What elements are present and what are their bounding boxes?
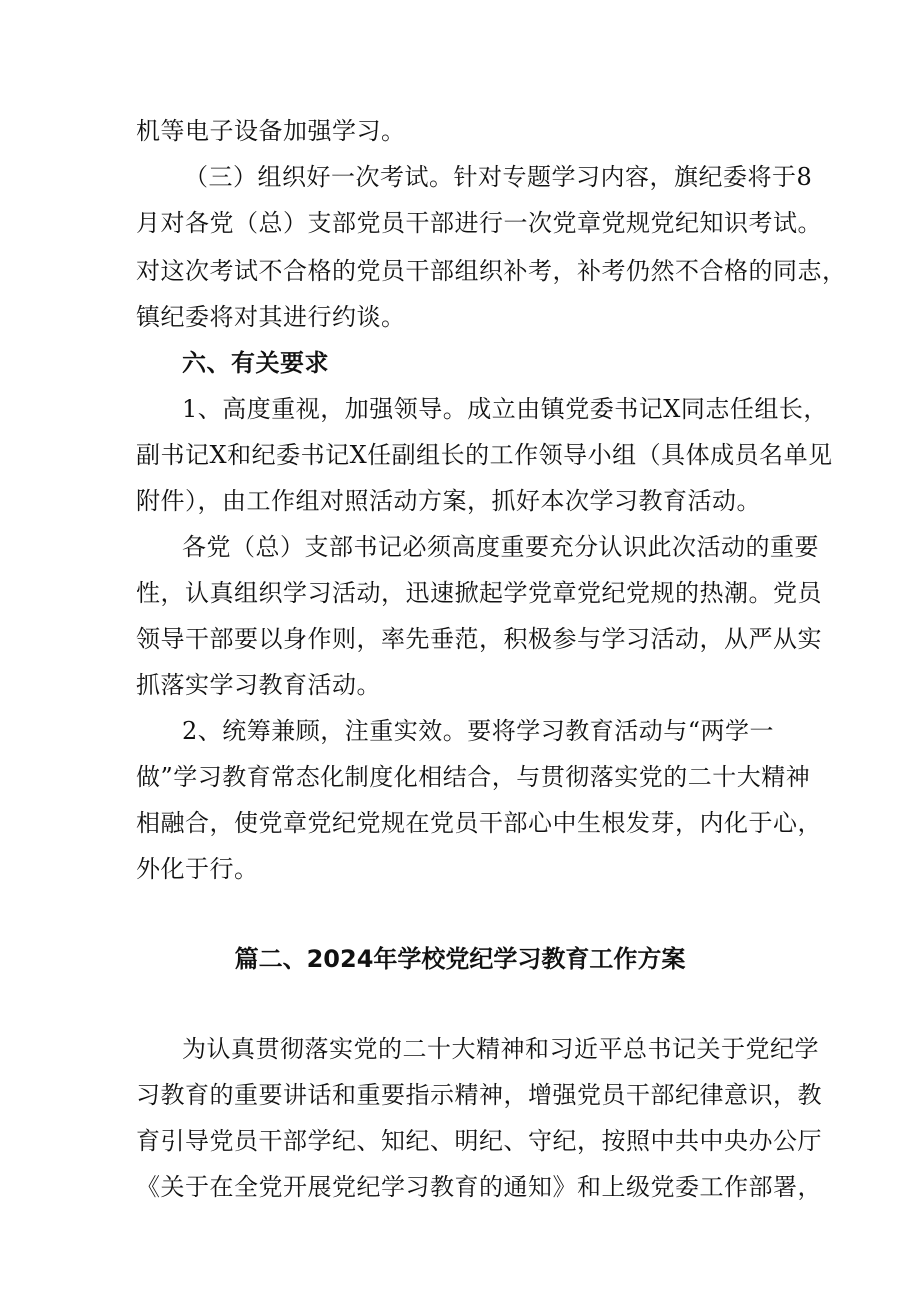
text-line: 习教育的重要讲话和重要指示精神，增强党员干部纪律意识，教 <box>136 1081 822 1109</box>
text-line: 1、高度重视，加强领导。成立由镇党委书记X同志任组长， <box>182 395 828 423</box>
text-line: 各党（总）支部书记必须高度重要充分认识此次活动的重要 <box>182 533 819 561</box>
text-line: 2、统筹兼顾，注重实效。要将学习教育活动与“两学一 <box>182 717 775 745</box>
text-line: 做”学习教育常态化制度化相结合，与贯彻落实党的二十大精神 <box>136 763 811 791</box>
text-line: 为认真贯彻落实党的二十大精神和习近平总书记关于党纪学 <box>182 1035 819 1063</box>
text-line: 机等电子设备加强学习。 <box>136 117 406 145</box>
section-heading: 六、有关要求 <box>182 349 329 377</box>
text-line: 副书记X和纪委书记X任副组长的工作领导小组（具体成员名单见 <box>136 441 833 469</box>
text-line: 相融合，使党章党纪党规在党员干部心中生根发芽，内化于心， <box>136 809 822 837</box>
text-line: 《关于在全党开展党纪学习教育的通知》和上级党委工作部署， <box>136 1173 822 1201</box>
text-line: 性，认真组织学习活动，迅速掀起学党章党纪党规的热潮。党员 <box>136 579 822 607</box>
text-line: 外化于行。 <box>136 855 259 883</box>
text-line: 育引导党员干部学纪、知纪、明纪、守纪，按照中共中央办公厅 <box>136 1127 822 1155</box>
text-line: 镇纪委将对其进行约谈。 <box>136 303 406 331</box>
text-line: 抓落实学习教育活动。 <box>136 671 381 699</box>
text-line: 对这次考试不合格的党员干部组织补考，补考仍然不合格的同志， <box>136 257 847 285</box>
text-line: 月对各党（总）支部党员干部进行一次党章党规党纪知识考试。 <box>136 209 822 237</box>
text-line: 领导干部要以身作则，率先垂范，积极参与学习活动，从严从实 <box>136 625 822 653</box>
chapter-title: 篇二、2024年学校党纪学习教育工作方案 <box>234 945 686 973</box>
text-line: （三）组织好一次考试。针对专题学习内容，旗纪委将于8 <box>184 163 813 191</box>
text-line: 附件），由工作组对照活动方案，抓好本次学习教育活动。 <box>136 487 761 515</box>
